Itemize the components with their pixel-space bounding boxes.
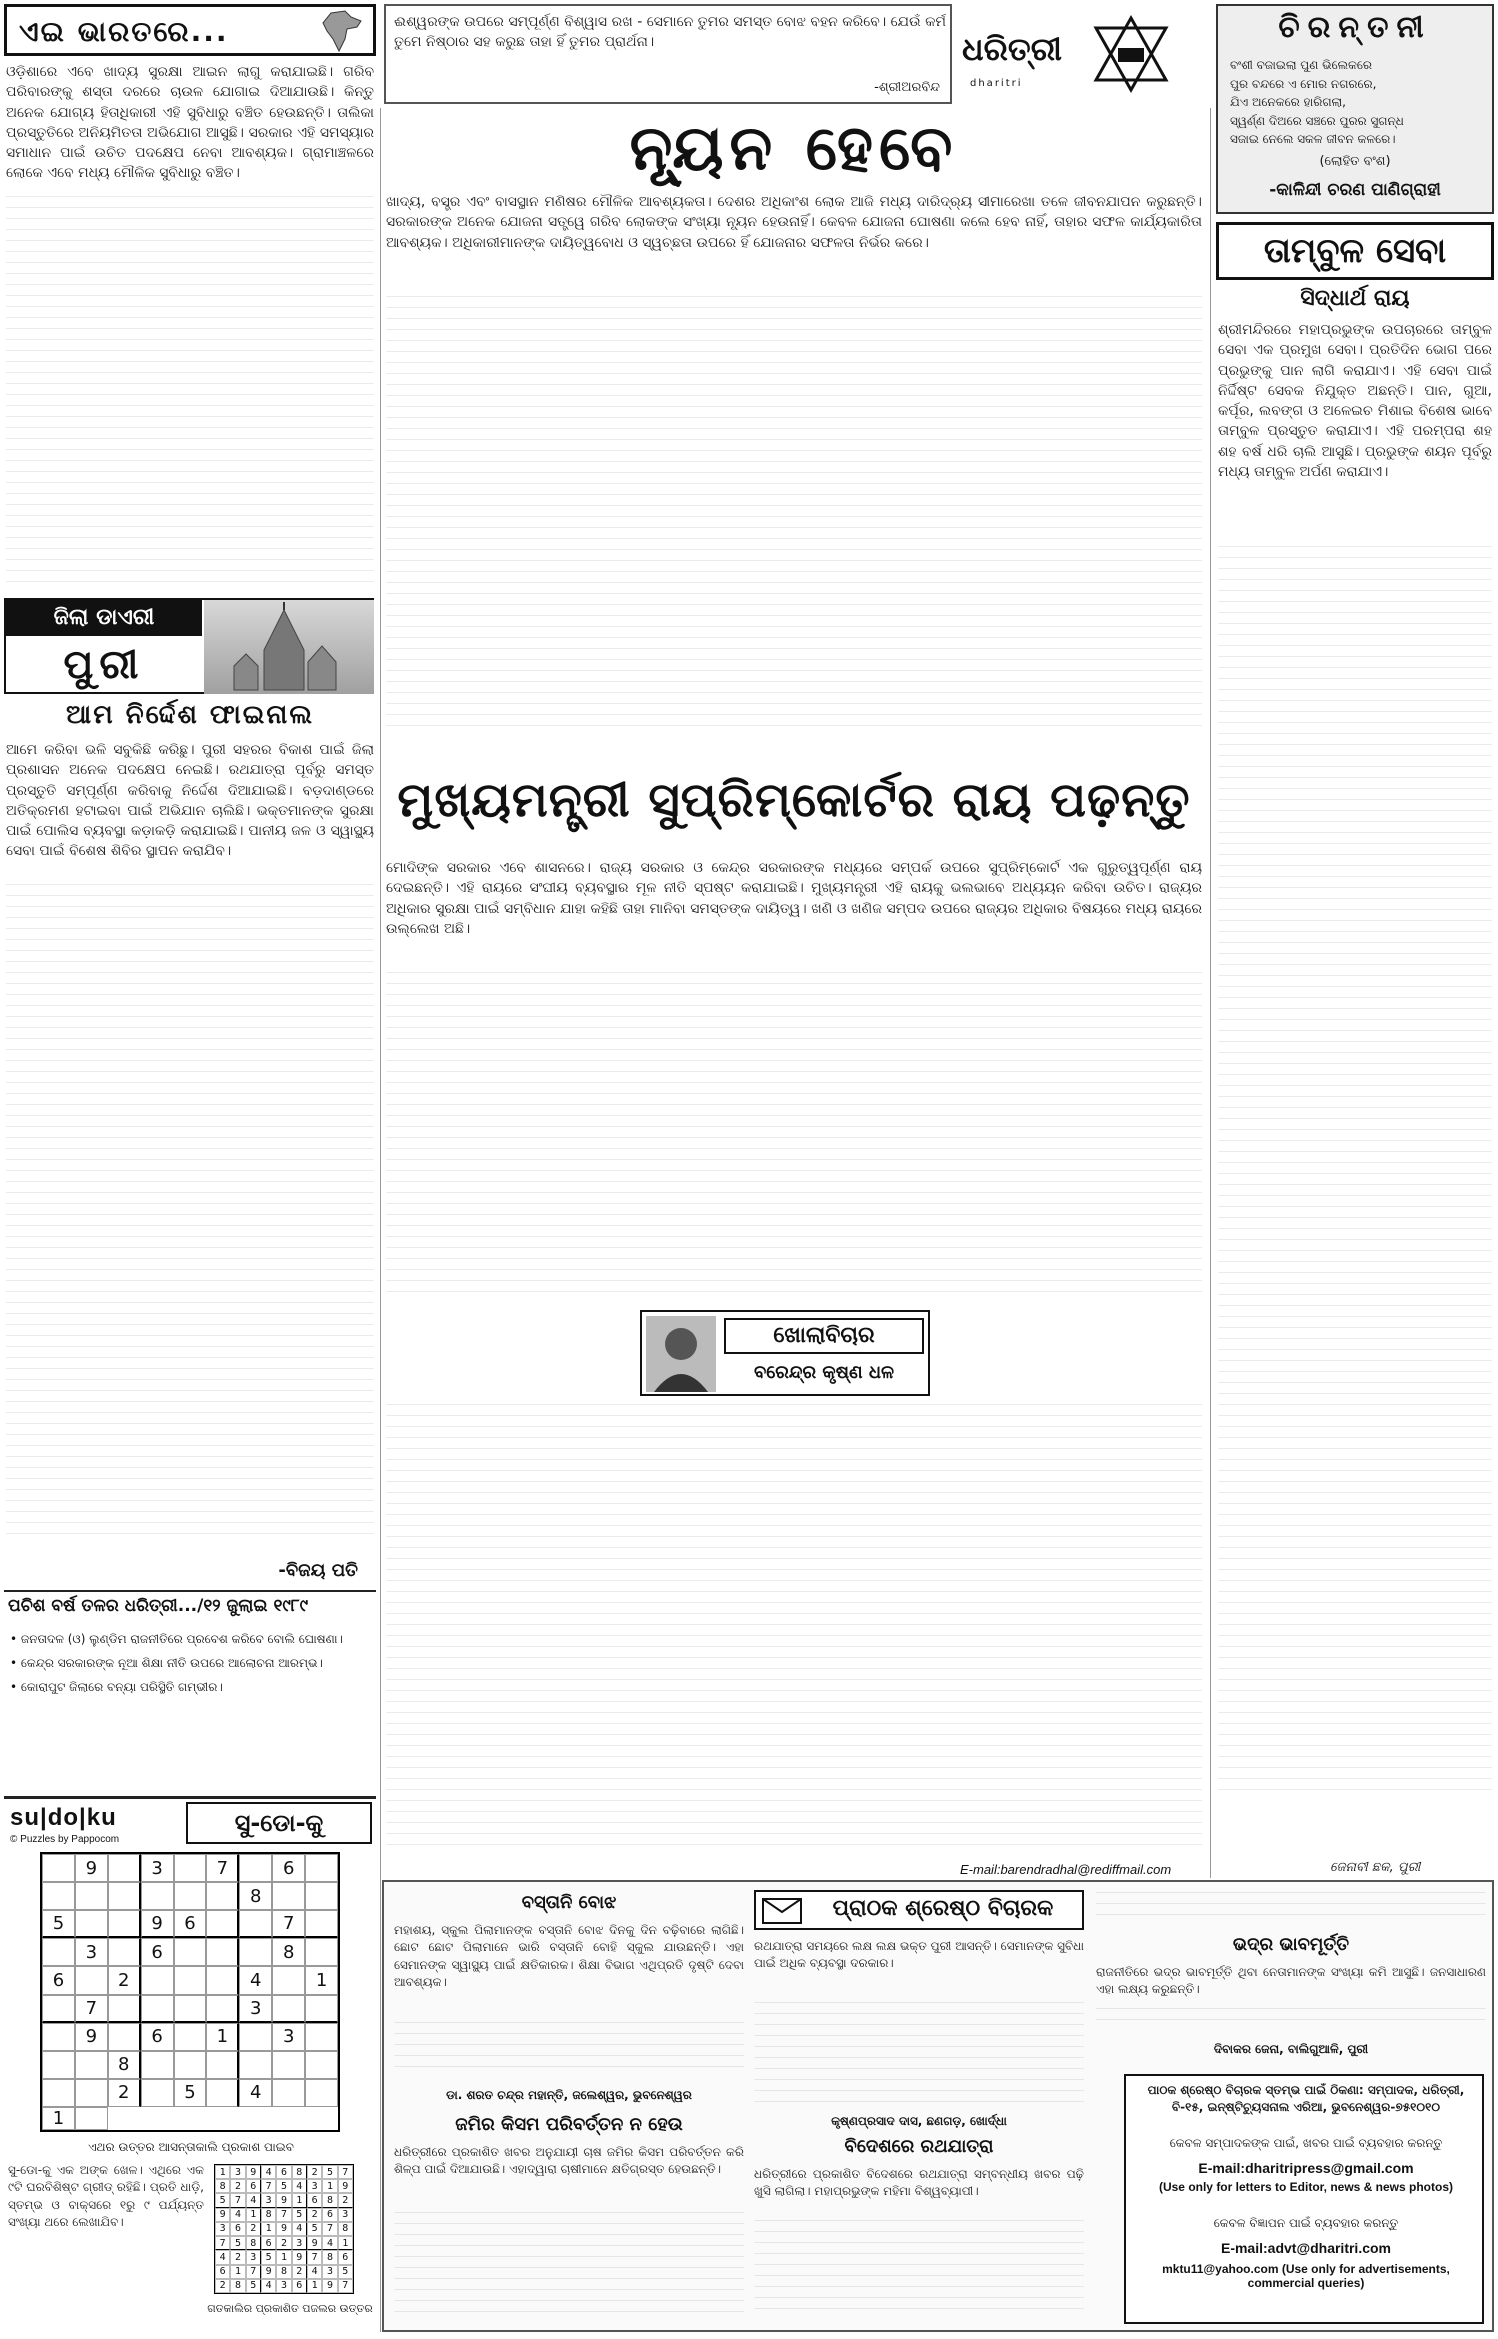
sudoku-cell: 2 [108,1966,141,1994]
solution-cell: 3 [338,2208,353,2222]
solution-cell: 2 [292,2265,307,2279]
sudoku-cell: 7 [206,1854,239,1882]
sudoku-cell: 7 [272,1910,305,1938]
sudoku-cell [141,2079,174,2107]
sudoku-cell: 6 [141,1938,174,1966]
district-label: ଜିଲା ଡାଏରୀ [6,600,202,636]
solution-cell: 5 [276,2179,291,2193]
sudoku-cell [108,1910,141,1938]
solution-cell: 2 [307,2208,322,2222]
years-ago-rule [4,1590,376,1592]
sudoku-cell [174,2051,207,2079]
sudoku-solution-grid [214,2164,354,2294]
sudoku-cell [42,1882,75,1910]
solution-cell: 8 [230,2279,245,2293]
sudoku-cell [272,1882,305,1910]
solution-cell: 9 [292,2250,307,2264]
solution-cell: 7 [230,2193,245,2207]
solution-cell: 1 [322,2179,337,2193]
sudoku-cell [108,2023,141,2051]
solution-cell: 4 [261,2165,276,2179]
solution-cell: 3 [215,2222,230,2236]
chirantani-poem [1230,56,1484,149]
solution-cell: 9 [322,2279,337,2293]
sudoku-cell [141,1882,174,1910]
sudoku-cell [206,1938,239,1966]
solution-cell: 6 [246,2179,261,2193]
sudoku-cell: 1 [206,2023,239,2051]
sudoku-cell [75,1882,108,1910]
letter4-body-lines [754,2220,1084,2320]
solution-cell: 9 [246,2165,261,2179]
solution-cell: 8 [215,2179,230,2193]
tambula-title: ତାମ୍ବୁଳ ସେବା [1263,231,1447,271]
sudoku-cell: 1 [305,1966,338,1994]
solution-cell: 8 [246,2236,261,2250]
district-body: ଆମେ କରିବା ଭଳି ସବୁକିଛି କରିଛୁ। ପୁରୀ ସହରର ବିକାଶ ପାଇଁ ଜିଲା ପ୍ରଶାସନ ଅନେକ ପଦକ୍ଷେପ ନେଇଛି। ରଥଯାତ୍ରା ପୂର୍ବରୁ ସମସ୍ତ ପ୍ରସ୍ତୁତି ସମ୍ପୂର୍ଣ୍ଣ କରିବାକୁ ନିର୍ଦ୍ଦେଶ ଦିଆଯାଇଛି। ବଡ଼ଦାଣ୍ଡରେ ଅତିକ୍ରମଣ ହଟାଇବା ପାଇଁ ଅଭିଯାନ ଚାଲିଛି। ଭକ୍ତମାନଙ୍କ ସୁରକ୍ଷା ପାଇଁ ପୋଲିସ ବ୍ୟବସ୍ଥା କଡ଼ାକଡ଼ି କରାଯାଇଛି। ପାନୀୟ ଜଳ ଓ ସ୍ୱାସ୍ଥ୍ୟ ସେବା ପାଇଁ ବିଶେଷ ଶିବିର ସ୍ଥାପନ କରାଯିବ। [6,742,374,860]
contact-note1: କେବଳ ସମ୍ପାଦକଙ୍କ ପାଇଁ, ଖବର ପାଇଁ ବ୍ୟବହାର କରନ୍ତୁ [1169,2136,1443,2150]
sudoku-cell [75,1966,108,1994]
solution-cell: 1 [276,2250,291,2264]
solution-cell: 7 [338,2279,353,2293]
solution-cell: 4 [292,2222,307,2236]
solution-cell: 9 [276,2193,291,2207]
letter3-body-lines [754,2002,1084,2112]
letters-box [382,1880,1494,2332]
letter5-body: ରାଜନୀତିରେ ଭଦ୍ର ଭାବମୂର୍ତ୍ତି ଥିବା ନେତାମାନଙ୍କ ସଂଖ୍ୟା କମି ଆସୁଛି। ଜନସାଧାରଣ ଏହା ଲକ୍ଷ୍ୟ କରୁଛନ୍ତି। [1096,1965,1486,1997]
sudoku-cell [239,2023,272,2051]
letter4-body: ଧରିତ୍ରୀରେ ପ୍ରକାଶିତ ବିଦେଶରେ ରଥଯାତ୍ରା ସମ୍ବନ୍ଧୀୟ ଖବର ପଢ଼ି ଖୁସି ଲାଗିଲା। ମହାପ୍ରଭୁଙ୍କ ମହିମା ବିଶ୍ୱବ୍ୟାପୀ। [754,2167,1084,2199]
this-india-body: ଓଡ଼ିଶାରେ ଏବେ ଖାଦ୍ୟ ସୁରକ୍ଷା ଆଇନ ଲାଗୁ କରାଯାଇଛି। ଗରିବ ପରିବାରଙ୍କୁ ଶସ୍ତା ଦରରେ ଚାଉଳ ଯୋଗାଇ ଦିଆଯାଉଛି। କିନ୍ତୁ ଅନେକ ଯୋଗ୍ୟ ହିତାଧିକାରୀ ଏହି ସୁବିଧାରୁ ବଞ୍ଚିତ ହେଉଛନ୍ତି। ତାଲିକା ପ୍ରସ୍ତୁତିରେ ଅନିୟମିତତା ଅଭିଯୋଗ ଆସୁଛି। ସରକାର ଏହି ସମସ୍ୟାର ସମାଧାନ ପାଇଁ ଉଚିତ ପଦକ୍ଷେପ ନେବା ଆବଶ୍ୟକ। ଗ୍ରାମାଞ୍ଚଳରେ ଲୋକେ ଏବେ ମଧ୍ୟ ମୌଳିକ ସୁବିଧାରୁ ବଞ୍ଚିତ। [6,64,374,182]
letter2-title: ଜମିର କିସମ ପରିବର୍ତ୍ତନ ନ ହେଉ [455,2114,683,2135]
letter5-intro-lines [1096,1892,1486,1932]
solution-cell: 5 [338,2265,353,2279]
sudoku-cell [174,2023,207,2051]
solution-cell: 2 [307,2165,322,2179]
solution-cell: 1 [307,2279,322,2293]
sudoku-cell [174,1938,207,1966]
solution-cell: 9 [215,2208,230,2222]
columnist-box [640,1310,930,1396]
solution-cell: 5 [322,2165,337,2179]
solution-cell: 7 [215,2236,230,2250]
solution-cell: 8 [322,2193,337,2207]
solution-cell: 7 [276,2208,291,2222]
sudoku-cell: 9 [141,1910,174,1938]
sudoku-cell: 8 [239,1882,272,1910]
solution-cell: 1 [292,2193,307,2207]
poem-line: ପୁର ବନ୍ଦରେ ଏ ମୋର ନଗରରେ, [1230,76,1377,91]
sudoku-cell [305,1882,338,1910]
solution-cell: 7 [307,2250,322,2264]
solution-cell: 7 [246,2265,261,2279]
sudoku-cell [272,2051,305,2079]
sudoku-cell [305,2023,338,2051]
sudoku-cell [174,1966,207,1994]
solution-cell: 8 [276,2265,291,2279]
sudoku-cell: 6 [272,1854,305,1882]
solution-cell: 6 [322,2208,337,2222]
years-ago-item-text: ଜନତାଦଳ (ଓ) ଲୁଣ୍ଡିମ ରାଜନୀତିରେ ପ୍ରବେଶ କରିବେ ବୋଲି ଘୋଷଣା। [20,1632,343,1646]
columnist-email: E-mail:barendradhal@rediffmail.com [960,1862,1172,1877]
sudoku-cell [272,1995,305,2023]
left-col-divider [380,108,381,2332]
solution-cell: 5 [261,2250,276,2264]
sudoku-cell: 3 [239,1995,272,2023]
sudoku-cell [174,1854,207,1882]
chirantani-source: (ଲୋହିତ ବଂଶ) [1319,154,1391,169]
sudoku-cell [75,2051,108,2079]
sudoku-cell: 3 [141,1854,174,1882]
solution-cell: 9 [307,2236,322,2250]
sudoku-cell [108,1995,141,2023]
solution-cell: 5 [246,2279,261,2293]
right-col-divider [1210,108,1211,1878]
letter4-title: ବିଦେଶରେ ରଥଯାତ୍ରା [844,2136,994,2157]
solution-cell: 5 [307,2222,322,2236]
solution-cell: 8 [322,2250,337,2264]
solution-cell: 4 [307,2265,322,2279]
sudoku-cell: 8 [272,1938,305,1966]
letter1-body: ମହାଶୟ, ସ୍କୁଲ ପିଲାମାନଙ୍କ ବସ୍ତାନି ବୋଝ ଦିନକୁ ଦିନ ବଢ଼ିବାରେ ଲାଗିଛି। ଛୋଟ ଛୋଟ ପିଲାମାନେ ଭାରି ବସ୍ତାନି ବୋହି ସ୍କୁଲ ଯାଉଛନ୍ତି। ଏହା ସେମାନଙ୍କ ସ୍ୱାସ୍ଥ୍ୟ ପାଇଁ କ୍ଷତିକାରକ। ଶିକ୍ଷା ବିଭାଗ ଏଥିପ୍ରତି ଦୃଷ୍ଟି ଦେବା ଆବଶ୍ୟକ। [394,1923,744,1990]
solution-cell: 1 [338,2236,353,2250]
column-author: ବରେନ୍ଦ୍ର କୃଷ୍ଣ ଧଳ [753,1362,895,1383]
district-body-lines [6,884,374,1554]
sudoku-brand-sub: © Puzzles by Pappocom [10,1834,120,1845]
this-india-title: ଏଇ ଭାରତରେ... [19,15,229,48]
tambula-body-lines [1218,546,1492,1856]
solution-cell: 3 [307,2179,322,2193]
sudoku-cell [174,1995,207,2023]
solution-cell: 4 [322,2236,337,2250]
poem-line: ଯିଏ ଅନେକରେ ହାରିଗଲା, [1230,95,1347,110]
sudoku-caption: ଏଥର ଉତ୍ତର ଆସନ୍ତାକାଲି ପ୍ରକାଶ ପାଇବ [88,2140,294,2154]
sudoku-cell: 7 [75,1995,108,2023]
sudoku-cell [206,1995,239,2023]
sudoku-cell [239,2051,272,2079]
solution-cell: 1 [230,2265,245,2279]
years-ago-list [10,1630,372,1702]
sudoku-cell: 1 [42,2107,75,2130]
this-india-header [4,4,376,56]
sudoku-cell [239,1854,272,1882]
solution-cell: 1 [215,2165,230,2179]
solution-cell: 7 [261,2179,276,2193]
solution-cell: 2 [246,2222,261,2236]
district-name: ପୁରୀ [63,642,145,688]
contact-address: ପାଠକ ଶ୍ରେଷ୍ଠ ବିଚାରକ ସ୍ତମ୍ଭ ପାଇଁ ଠିକଣା: ସମ୍ପାଦକ, ଧରିତ୍ରୀ, ବି-୧୫, ଇନ୍‌ଷ୍ଟିଚ୍ୟୁସନାଲ ଏରିଆ, ଭୁବନେଶ୍ୱର-୭୫୧୦୧୦ [1147,2083,1465,2115]
tambula-author: ସିଦ୍ଧାର୍ଥ ରାୟ [1300,286,1410,311]
solution-cell: 1 [261,2222,276,2236]
sudoku-cell [206,1882,239,1910]
tambula-title-box [1216,222,1494,280]
letters-title-box [754,1890,1084,1930]
sudoku-cell [272,1966,305,1994]
quote-box [384,4,952,104]
lead-body-lines-2 [386,1404,1202,1856]
solution-cell: 4 [292,2179,307,2193]
letter2-body: ଧରିତ୍ରୀରେ ପ୍ରକାଶିତ ଖବର ଅନୁଯାୟୀ ଚାଷ ଜମିର କିସମ ପରିବର୍ତ୍ତନ କରି ଶିଳ୍ପ ପାଇଁ ଦିଆଯାଉଛି। ଏହାଦ୍ୱାରା ଚାଷୀମାନେ କ୍ଷତିଗ୍ରସ୍ତ ହେଉଛନ୍ତି। [394,2145,744,2177]
letter5-title: ଭଦ୍ର ଭାବମୂର୍ତ୍ତି [1232,1934,1350,1955]
sudoku-rule [4,1796,376,1799]
sudoku-cell: 5 [42,1910,75,1938]
solution-cell: 6 [276,2165,291,2179]
sudoku-cell: 5 [174,2079,207,2107]
sudoku-grid [40,1852,340,2132]
solution-cell: 6 [292,2279,307,2293]
sudoku-cell [305,1938,338,1966]
sudoku-cell [108,1854,141,1882]
sudoku-cell: 6 [42,1966,75,1994]
sudoku-brand: su|do|ku [10,1804,117,1831]
sudoku-cell: 6 [174,1910,207,1938]
solution-cell: 3 [261,2193,276,2207]
years-ago-item: • ଜନତାଦଳ (ଓ) ଲୁଣ୍ଡିମ ରାଜନୀତିରେ ପ୍ରବେଶ କରିବେ ବୋଲି ଘୋଷଣା। [10,1632,343,1646]
district-signature: -ବିଜୟ ପତି [278,1560,358,1581]
sudoku-cell [108,1938,141,1966]
sudoku-cell: 3 [75,1938,108,1966]
editorial-body-lines [386,296,1202,736]
sudoku-cell [42,1995,75,2023]
sudoku-cell [75,2079,108,2107]
solution-cell: 5 [215,2193,230,2207]
sudoku-cell: 4 [239,2079,272,2107]
sudoku-cell: 9 [75,1854,108,1882]
solution-cell: 5 [230,2236,245,2250]
solution-cell: 5 [292,2208,307,2222]
chirantani-author: -କାଳିନ୍ଦୀ ଚରଣ ପାଣିଗ୍ରାହୀ [1269,180,1441,200]
solution-cell: 3 [292,2236,307,2250]
solution-cell: 9 [261,2265,276,2279]
district-diary-header [4,598,374,694]
solution-cell: 6 [338,2250,353,2264]
solution-cell: 3 [246,2250,261,2264]
years-ago-item: • କେନ୍ଦ୍ର ସରକାରଙ୍କ ନୂଆ ଶିକ୍ଷା ନୀତି ଉପରେ ଆଲୋଚନା ଆରମ୍ଭ। [10,1656,323,1670]
chirantani-box [1216,4,1494,214]
sudoku-cell [305,2051,338,2079]
dharitri-logo [958,4,1062,104]
editorial-headline: ନ୍ୟୂନ ହେବେ [629,111,959,184]
sudoku-cell [141,1966,174,1994]
solution-cell: 3 [322,2265,337,2279]
star-emblem-icon [1088,14,1174,94]
sudoku-cell: 9 [75,2023,108,2051]
quote-author: -ଶ୍ରୀଅରବିନ୍ଦ [874,80,940,95]
solution-cell: 2 [276,2236,291,2250]
solution-cell: 7 [338,2165,353,2179]
sudoku-cell [42,2079,75,2107]
years-ago-item-text: କୋରାପୁଟ ଜିଲାରେ ବନ୍ୟା ପରିସ୍ଥିତି ଗମ୍ଭୀର। [20,1680,223,1694]
contact-box [1124,2074,1484,2324]
years-ago-item-text: କେନ୍ଦ୍ର ସରକାରଙ୍କ ନୂଆ ଶିକ୍ଷା ନୀତି ଉପରେ ଆଲୋଚନା ଆରମ୍ଭ। [20,1656,323,1670]
sudoku-cell [206,2079,239,2107]
solution-cell: 2 [338,2193,353,2207]
district-headline: ଆମ ନିର୍ଦ୍ଦେଶ ଫାଇନାଲ [66,700,314,730]
india-map-icon [317,9,367,53]
solution-cell: 4 [215,2250,230,2264]
editorial-body: ଖାଦ୍ୟ, ବସ୍ତ୍ର ଏବଂ ବାସସ୍ଥାନ ମଣିଷର ମୌଳିକ ଆବଶ୍ୟକତା। ଦେଶର ଅଧିକାଂଶ ଲୋକ ଆଜି ମଧ୍ୟ ଦାରିଦ୍ର୍ୟ ସୀମାରେଖା ତଳେ ଜୀବନଯାପନ କରୁଛନ୍ତି। ସରକାରଙ୍କ ଅନେକ ଯୋଜନା ସତ୍ତ୍ୱେ ଗରିବ ଲୋକଙ୍କ ସଂଖ୍ୟା ନ୍ୟୂନ ହେଉନାହିଁ। କେବଳ ଯୋଜନା ଘୋଷଣା କଲେ ହେବ ନାହିଁ, ତାହାର ସଫଳ କାର୍ଯ୍ୟକାରିତା ଆବଶ୍ୟକ। ଅଧିକାରୀମାନଙ୍କ ଦାୟିତ୍ୱବୋଧ ଓ ସ୍ୱଚ୍ଛତା ଉପରେ ହିଁ ଯୋଜନାର ସଫଳତା ନିର୍ଭର କରେ। [386,194,1202,251]
solution-cell: 6 [261,2236,276,2250]
solution-cell: 7 [322,2222,337,2236]
sudoku-cell [42,2023,75,2051]
solution-cell: 2 [230,2250,245,2264]
sudoku-cell [305,2079,338,2107]
sudoku-cell [206,2051,239,2079]
letter5-body-lines [1096,2008,1486,2038]
logo-text: ଧରିତ୍ରୀ [962,30,1062,68]
solution-cell: 6 [230,2222,245,2236]
contact-note2: କେବଳ ବିଜ୍ଞାପନ ପାଇଁ ବ୍ୟବହାର କରନ୍ତୁ [1213,2216,1399,2230]
sudoku-cell [75,1910,108,1938]
letters-title: ପ୍ରାଠକ ଶ୍ରେଷ୍ଠ ବିଚାରକ [832,1896,1054,1921]
poem-line: ବଂଶୀ ବଜାଇଲା ପୁଣ ଭିଲେକରେ [1230,58,1373,72]
solution-cell: 2 [230,2179,245,2193]
solution-cell: 4 [261,2279,276,2293]
chirantani-title: ଚିରନ୍ତନୀ [1278,10,1432,45]
sudoku-cell [305,1854,338,1882]
tambula-signature: ଜେନାବୀ ଛକ, ପୁରୀ [1330,1860,1421,1875]
sudoku-cell [239,1910,272,1938]
sudoku-cell [272,2079,305,2107]
lead-body-lines [386,972,1202,1312]
sudoku-cell [42,1854,75,1882]
sudoku-cell: 3 [272,2023,305,2051]
solution-cell: 8 [338,2222,353,2236]
quote-text: ଈଶ୍ୱରଙ୍କ ଉପରେ ସମ୍ପୂର୍ଣ୍ଣ ବିଶ୍ୱାସ ରଖ - ସେମାନେ ତୁମର ସମସ୍ତ ବୋଝ ବହନ କରିବେ। ଯେଉଁ କର୍ମ ତୁମେ ନିଷ୍ଠାର ସହ କରୁଛ ତାହା ହିଁ ତୁମର ପ୍ରାର୍ଥନା। [394,14,946,51]
columnist-photo [646,1316,716,1392]
solution-cell: 1 [246,2208,261,2222]
sudoku-cell [239,1938,272,1966]
solution-cell: 2 [215,2279,230,2293]
letter1-body-lines [394,2022,744,2082]
solution-cell: 3 [276,2279,291,2293]
sudoku-cell [108,1882,141,1910]
this-india-body-lines [6,196,374,596]
sudoku-cell [305,1995,338,2023]
sudoku-cell [206,1910,239,1938]
sudoku-cell [75,2107,108,2130]
solution-cell: 3 [230,2165,245,2179]
years-ago-title: ପଚିଶ ବର୍ଷ ତଳର ଧରିତ୍ରୀ.../୧୨ ଜୁଲାଇ ୧୯୮୯ [8,1596,309,1616]
solution-cell: 9 [276,2222,291,2236]
sudoku-cell: 8 [108,2051,141,2079]
sudoku-cell [174,1882,207,1910]
letter5-sign: ଦିବାକର ଜେନା, ବାଲିଗୁଆଳି, ପୁରୀ [1213,2042,1369,2056]
logo-subtext: dharitri [970,78,1023,89]
solution-cell: 4 [246,2193,261,2207]
poem-line: ସ୍ୱର୍ଣ୍ଣ ଦିଅରେ ସଞ୍ଚରେ ପୁରର ସୁଗନ୍ଧ [1230,113,1404,128]
sudoku-solution-caption: ଗତକାଲିର ପ୍ରକାଶିତ ପଜଲର ଉତ୍ତର [207,2302,373,2315]
sudoku-cell: 4 [239,1966,272,1994]
sudoku-title: ସୁ-ଡୋ-କୁ [186,1802,372,1844]
sudoku-cell [42,1938,75,1966]
lead-headline: ମୁଖ୍ୟମନ୍ତ୍ରୀ ସୁପ୍ରିମ୍‌କୋର୍ଟର ରାୟ ପଢ଼ନ୍ତୁ [397,772,1191,828]
sudoku-cell: 2 [108,2079,141,2107]
contact-email1-note: (Use only for letters to Editor, news & news photos) [1158,2180,1454,2194]
sudoku-how-to: ସୁ-ଡୋ-କୁ ଏକ ଅଙ୍କ ଖେଳ। ଏଥିରେ ଏକ ୯ଟି ଘରବିଶିଷ୍ଟ ଗ୍ରୀଡ୍ ରହିଛି। ପ୍ରତି ଧାଡ଼ି, ସ୍ତମ୍ଭ ଓ ବାକ୍ସରେ ୧ରୁ ୯ ପର୍ଯ୍ୟନ୍ତ ସଂଖ୍ୟା ଥରେ ଲେଖାଯିବ। [8,2163,204,2230]
contact-email3[interactable]: mktu11@yahoo.com (Use only for advertisements, commercial queries) [1162,2262,1450,2290]
years-ago-item: • କୋରାପୁଟ ଜିଲାରେ ବନ୍ୟା ପରିସ୍ଥିତି ଗମ୍ଭୀର। [10,1680,223,1694]
solution-cell: 8 [261,2208,276,2222]
solution-cell: 9 [338,2179,353,2193]
letter3-body: ରଥଯାତ୍ରା ସମୟରେ ଲକ୍ଷ ଲକ୍ଷ ଭକ୍ତ ପୁରୀ ଆସନ୍ତି। ସେମାନଙ୍କ ସୁବିଧା ପାଇଁ ଅଧିକ ବ୍ୟବସ୍ଥା ଦରକାର। [754,1939,1084,1971]
temple-image [204,600,374,694]
lead-body: ମୋଦିଙ୍କ ସରକାର ଏବେ ଶାସନରେ। ରାଜ୍ୟ ସରକାର ଓ କେନ୍ଦ୍ର ସରକାରଙ୍କ ମଧ୍ୟରେ ସମ୍ପର୍କ ଉପରେ ସୁପ୍ରିମ୍‌କୋର୍ଟ ଏକ ଗୁରୁତ୍ୱପୂର୍ଣ୍ଣ ରାୟ ଦେଇଛନ୍ତି। ଏହି ରାୟରେ ସଂଘୀୟ ବ୍ୟବସ୍ଥାର ମୂଳ ନୀତି ସ୍ପଷ୍ଟ କରାଯାଇଛି। ମୁଖ୍ୟମନ୍ତ୍ରୀ ଏହି ରାୟକୁ ଭଲଭାବେ ଅଧ୍ୟୟନ କରିବା ଉଚିତ। ରାଜ୍ୟର ଅଧିକାର ସୁରକ୍ଷା ପାଇଁ ସମ୍ବିଧାନ ଯାହା କହିଛି ତାହା ମାନିବା ସମସ୍ତଙ୍କ ଦାୟିତ୍ୱ। ଖଣି ଓ ଖଣିଜ ସମ୍ପଦ ଉପରେ ରାଜ୍ୟର ଅଧିକାର ବିଷୟରେ ମଧ୍ୟ ରାୟରେ ଉଲ୍ଲେଖ ଅଛି। [386,860,1202,937]
poem-line: ସଜାଇ ନେଲେ ସକଳ ଜୀବନ କଳରେ। [1230,132,1396,147]
column-label: ଖୋଲାବିଚାର [724,1318,924,1354]
sudoku-cell: 6 [141,2023,174,2051]
sudoku-cell [141,1995,174,2023]
tambula-body: ଶ୍ରୀମନ୍ଦିରରେ ମହାପ୍ରଭୁଙ୍କ ଉପଚାରରେ ତାମ୍ବୁଳ ସେବା ଏକ ପ୍ରମୁଖ ସେବା। ପ୍ରତିଦିନ ଭୋଗ ପରେ ପ୍ରଭୁଙ୍କୁ ପାନ ଲାଗି କରାଯାଏ। ଏହି ସେବା ପାଇଁ ନିର୍ଦ୍ଦିଷ୍ଟ ସେବକ ନିଯୁକ୍ତ ଅଛନ୍ତି। ପାନ, ଗୁଆ, କର୍ପୂର, ଲବଙ୍ଗ ଓ ଅଳେଇଚ ମିଶାଇ ବିଶେଷ ଭାବେ ତାମ୍ବୁଳ ପ୍ରସ୍ତୁତ କରାଯାଏ। ଏହି ପରମ୍ପରା ଶହ ଶହ ବର୍ଷ ଧରି ଚାଲି ଆସୁଛି। ପ୍ରଭୁଙ୍କ ଶୟନ ପୂର୍ବରୁ ମଧ୍ୟ ତାମ୍ବୁଳ ଅର୍ପଣ କରାଯାଏ। [1218,322,1492,481]
solution-cell: 6 [215,2265,230,2279]
letter1-sign: ଡା. ଶରତ ଚନ୍ଦ୍ର ମହାନ୍ତି, ଜଲେଶ୍ୱର, ଭୁବନେଶ୍ୱର [446,2088,692,2102]
solution-cell: 8 [292,2165,307,2179]
solution-cell: 4 [230,2208,245,2222]
contact-email2[interactable]: E-mail:advt@dharitri.com [1220,2240,1392,2256]
sudoku-cell [141,2051,174,2079]
sudoku-cell [206,1966,239,1994]
letter1-title: ବସ୍ତାନି ବୋଝ [521,1892,617,1913]
letter2-body-lines [394,2212,744,2322]
mail-icon [762,1898,802,1928]
sudoku-cell [305,1910,338,1938]
contact-email1[interactable]: E-mail:dharitripress@gmail.com [1198,2160,1414,2176]
sudoku-cell [42,2051,75,2079]
solution-cell: 6 [307,2193,322,2207]
letter3-sign: କୃଷ୍ଣପ୍ରସାଦ ଦାସ, ଛଣଗଡ଼, ଖୋର୍ଦ୍ଧା [831,2114,1007,2128]
